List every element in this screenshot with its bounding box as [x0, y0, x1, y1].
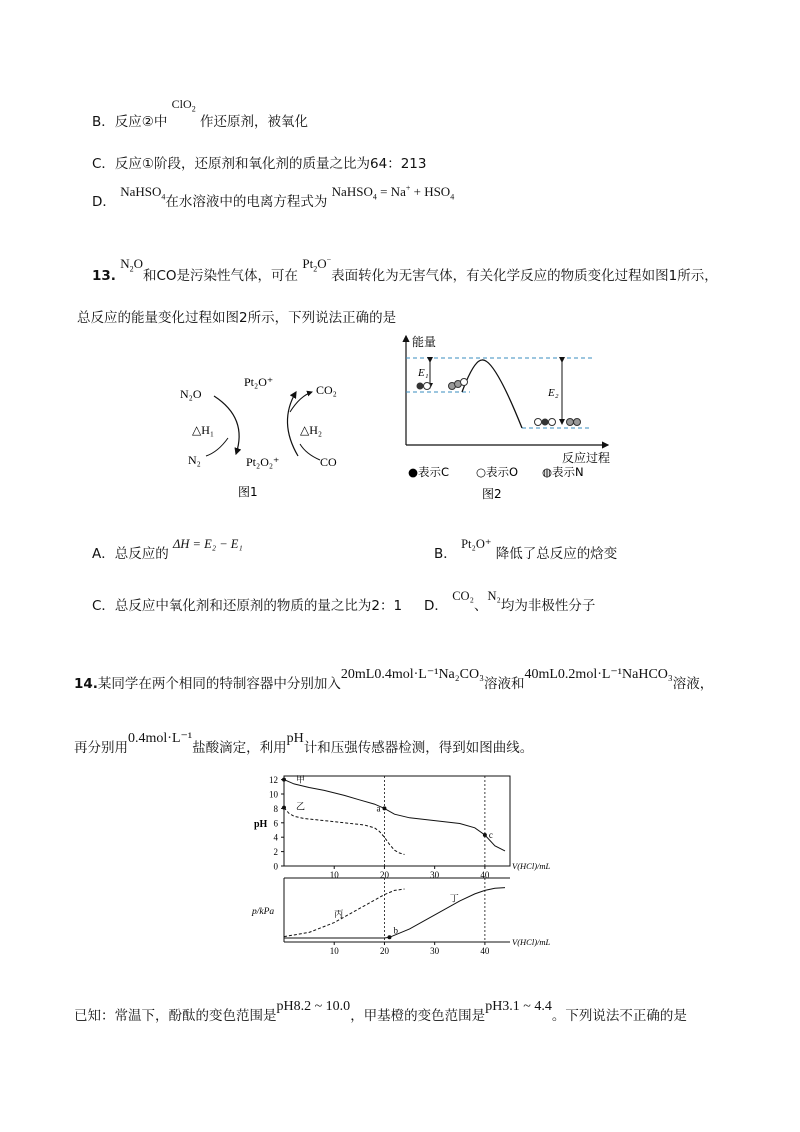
- fig2-e2: E₂: [548, 387, 559, 399]
- q13-option-a: A．总反应的 ΔH = E₂ − E₁: [92, 537, 243, 562]
- ph-point-label-c: c: [488, 830, 493, 841]
- q13-option-b: B． Pt₂O⁺ 降低了总反应的焓变: [434, 537, 618, 562]
- fig1-dh1: △H₁: [192, 423, 215, 437]
- ph-x-axis-label: V(HCl)/mL: [512, 861, 551, 871]
- p-series-name-bing: 丙: [334, 910, 344, 920]
- q14-titration-chart: [250, 766, 560, 982]
- p-x-tick-label: 40: [480, 946, 490, 956]
- p-x-tick-label: 20: [379, 946, 389, 956]
- formula-ph: pH: [286, 731, 304, 746]
- q12-option-b: B．反应②中 ClO$_2$ 作还原剂，被氧化: [92, 97, 308, 130]
- formula-delta-h: ΔH = E₂ − E₁: [173, 537, 243, 551]
- figure-2-energy-diagram: [396, 330, 632, 510]
- fig2-caption: 图2: [482, 487, 502, 501]
- fig2-legend-c: ●表示C: [408, 465, 450, 479]
- fig1-pt2o2-plus: Pt₂O₂⁺: [246, 455, 280, 469]
- ph-x-tick-label: 40: [480, 870, 490, 880]
- fig2-x-label: 反应过程: [562, 451, 611, 465]
- fig1-co-entry: [300, 444, 320, 460]
- formula-pt2o-plus: Pt₂O⁺: [461, 537, 492, 551]
- formula-nahco3: 40mL0.2mol·L⁻¹NaHCO₃: [524, 667, 673, 682]
- ph-x-tick-label: 20: [379, 870, 389, 880]
- p-point-label-b: b: [393, 925, 398, 936]
- ph-y-tick-label: 4: [273, 832, 278, 843]
- formula-n2o: $N_2O$: [120, 256, 143, 274]
- formula-pt2o-minus: $Pt_2O^-$: [302, 255, 332, 274]
- fig1-co: CO: [320, 455, 337, 469]
- q14-stem-line2: 再分别用0.4mol·L⁻¹盐酸滴定，利用pH计和压强传感器检测，得到如图曲线。: [74, 731, 534, 756]
- p-x-tick-label: 10: [329, 946, 339, 956]
- ph-y-tick-label: 0: [273, 861, 278, 872]
- ph-x-tick-label: 10: [329, 870, 339, 880]
- ph-y-axis-label: pH: [254, 818, 268, 830]
- formula-na2co3: 20mL0.4mol·L⁻¹Na₂CO₃: [340, 667, 484, 682]
- ph-series-start-point: [282, 778, 286, 782]
- q13-stem-line2: 总反应的能量变化过程如图2所示，下列说法正确的是: [77, 310, 397, 326]
- fig2-y-label: 能量: [412, 335, 437, 349]
- ph-y-tick-label: 6: [273, 818, 278, 829]
- q13-stem-line1: 13. $N_2O$和CO是污染性气体，可在 $Pt_2O^-$表面转化为无害气体，有关化学反应的物质变化过程如图1所示，: [92, 255, 718, 284]
- formula-hcl-conc: 0.4mol·L⁻¹: [128, 731, 193, 746]
- formula-ionization: NaHSO$_4$ = $Na^+ + HSO_4$: [331, 183, 455, 202]
- fig2-product-molecules: [535, 419, 581, 426]
- fig2-legend-o: ○表示O: [476, 465, 519, 479]
- ph-y-tick-label: 8: [273, 803, 278, 814]
- formula-methyl-orange-range: pH3.1 ~ 4.4: [485, 999, 552, 1014]
- ph-series-name: 甲: [296, 775, 306, 786]
- p-x-tick-label: 30: [430, 946, 440, 956]
- fig1-pt2o-plus: Pt₂O⁺: [244, 375, 274, 389]
- fig1-right-arrow-co2: [290, 392, 312, 412]
- ph-y-tick-label: 12: [269, 775, 278, 786]
- p-point-b: [387, 935, 391, 939]
- formula-n2: N₂: [487, 589, 501, 603]
- fig2-e1: E₁: [418, 367, 429, 379]
- ph-point-label-a: a: [376, 803, 381, 814]
- fig1-n2: N₂: [188, 453, 201, 467]
- q13-option-c: C．总反应中氧化剂和还原剂的物质的量之比为2：1: [92, 598, 403, 614]
- p-series-name-ding: 丁: [449, 894, 459, 905]
- ph-point-c: [483, 833, 487, 837]
- figure-1-cycle: [170, 368, 370, 503]
- ph-x-tick-label: 30: [430, 870, 440, 880]
- formula-nahso4: NaHSO$_4$: [120, 184, 166, 202]
- fig1-caption: 图1: [238, 485, 258, 499]
- ph-series-jia: [284, 780, 505, 851]
- ph-series-name: 乙: [296, 802, 306, 813]
- q14-stem-line1: 14.某同学在两个相同的特制容器中分别加入20mL0.4mol·L⁻¹Na₂CO₃溶液和40mL0.2mol·L⁻¹NaHCO₃溶液，: [74, 667, 714, 692]
- fig1-left-arc: [214, 396, 239, 454]
- fig1-left-arrow-n2: [206, 438, 228, 456]
- fig1-co2: CO₂: [316, 383, 337, 397]
- p-y-axis-label: p/kPa: [252, 907, 275, 917]
- ph-series-start-point: [282, 806, 286, 810]
- ph-y-tick-label: 10: [269, 789, 278, 800]
- p-series-bing: [284, 889, 405, 937]
- q12-option-c: C．反应①阶段，还原剂和氧化剂的质量之比为64：213: [92, 156, 427, 172]
- ph-point-a: [382, 806, 386, 810]
- formula-phenolphthalein-range: pH8.2 ~ 10.0: [276, 999, 351, 1014]
- formula-co2: CO₂: [452, 589, 474, 603]
- fig2-reactant-molecules: [417, 379, 468, 390]
- fig1-right-arc: [287, 392, 298, 456]
- fig2-legend-n: ◍表示N: [542, 465, 584, 479]
- q14-known: 已知：常温下，酚酞的变色范围是pH8.2 ~ 10.0，甲基橙的变色范围是pH3.1 ~ 4.4。下列说法不正确的是: [74, 999, 687, 1024]
- ph-y-tick-label: 2: [273, 847, 278, 858]
- fig1-dh2: △H₂: [300, 423, 323, 437]
- fig1-n2o: N₂O: [180, 387, 202, 401]
- q13-option-d: D． CO₂、N₂均为非极性分子: [424, 589, 596, 614]
- formula-clo2: ClO$_2$: [171, 97, 196, 114]
- p-x-axis-label: V(HCl)/mL: [512, 937, 551, 947]
- ph-series-yi: [284, 808, 405, 855]
- fig2-energy-curve: [462, 360, 522, 428]
- q12-option-d: D． NaHSO$_4$在水溶液中的电离方程式为 NaHSO$_4$ = $Na^+ + HSO_4$: [92, 183, 455, 210]
